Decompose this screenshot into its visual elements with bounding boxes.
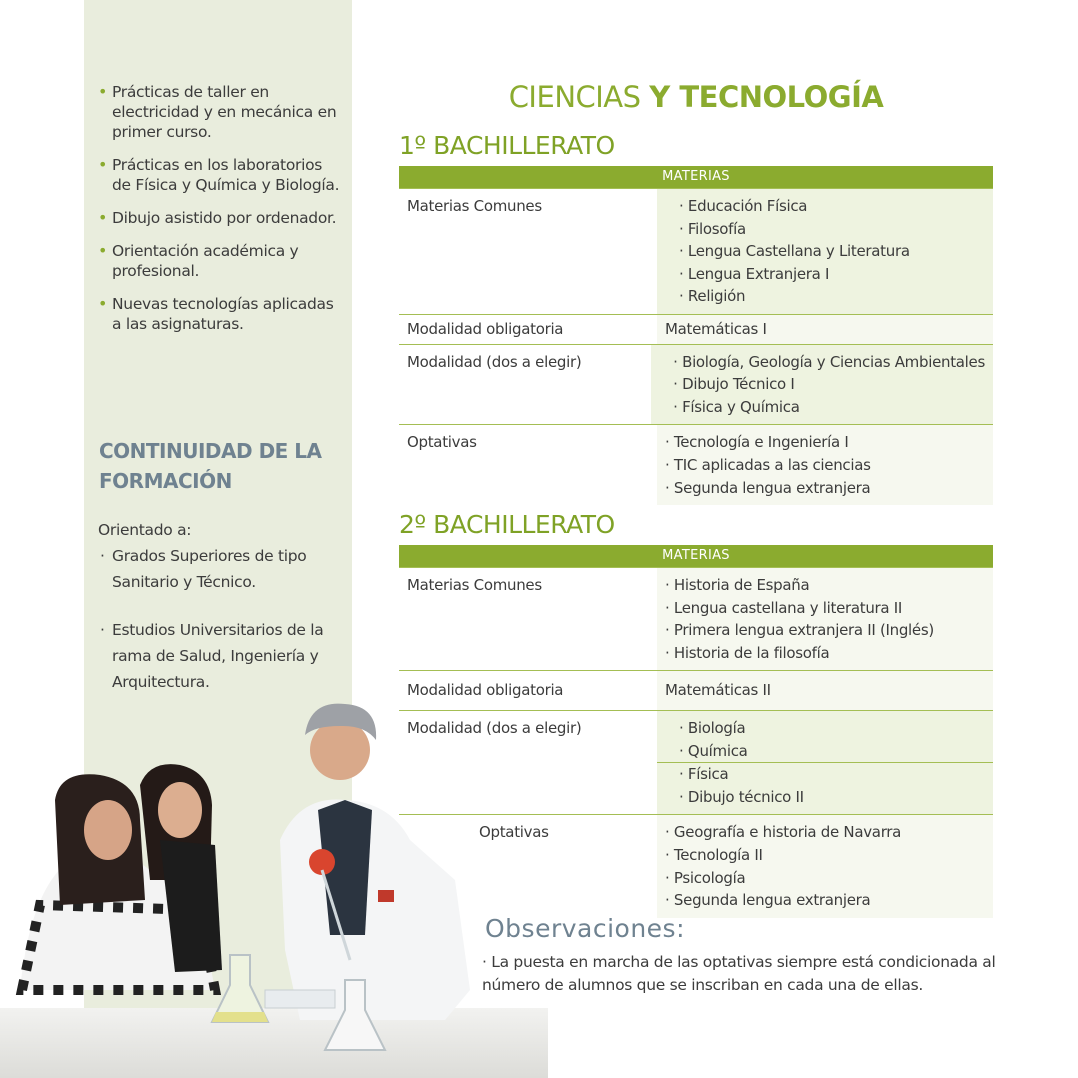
first-year-heading: 1º BACHILLERATO	[399, 131, 615, 160]
bullet-icon: •	[98, 294, 108, 313]
row-label: Modalidad (dos a elegir)	[407, 352, 582, 371]
bullet-icon: •	[98, 208, 108, 227]
title-bold: Y TECNOLOGÍA	[649, 80, 884, 114]
feature-item: • Dibujo asistido por ordenador.	[98, 208, 337, 227]
table-row	[399, 424, 993, 505]
table-row	[399, 344, 993, 425]
row-label: Materias Comunes	[407, 576, 542, 594]
table-header: MATERIAS	[399, 545, 993, 567]
bullet-icon: •	[98, 155, 108, 174]
continuity-title: CONTINUIDAD DE LA FORMACIÓN	[99, 439, 322, 493]
table-row	[399, 314, 993, 344]
feature-item: • Prácticas de taller en electricidad y en mecánica en primer curso.	[98, 82, 337, 141]
bullet-icon: •	[98, 82, 108, 101]
table-row	[399, 188, 993, 314]
row-subjects: · Tecnología e Ingeniería I · TIC aplicadas a las ciencias · Segunda lengua extranjera	[657, 425, 993, 505]
second-year-table	[399, 545, 993, 918]
row-subjects: · Biología · Química · Física · Dibujo técnico II	[657, 711, 993, 814]
row-label: Optativas	[479, 823, 549, 842]
row-label: Optativas	[407, 433, 477, 452]
oriented-label: Orientado a:	[98, 521, 192, 539]
title-light: CIENCIAS	[508, 80, 650, 114]
bullet-icon: •	[98, 241, 108, 260]
table-row	[399, 567, 993, 670]
first-year-table	[399, 166, 993, 505]
row-subjects: · Geografía e historia de Navarra · Tecnología II · Psicología · Segunda lengua extranjera	[657, 815, 993, 917]
oriented-item: · Grados Superiores de tipo Sanitario y Técnico.	[100, 547, 307, 591]
row-subjects: Matemáticas I	[657, 315, 993, 344]
observations-text: · La puesta en marcha de las optativas siempre está condicionada al número de alumnos que se inscriban en cada una de ellas.	[482, 953, 996, 994]
table-row	[399, 670, 993, 710]
row-label: Modalidad (dos a elegir)	[407, 718, 582, 737]
table-row	[399, 814, 993, 917]
row-subjects: · Historia de España · Lengua castellana y literatura II · Primera lengua extranjera II (Inglés) · Historia de la filosofía	[657, 568, 993, 670]
page-title	[400, 80, 992, 114]
table-row	[399, 710, 993, 814]
oriented-block	[98, 520, 343, 695]
row-subjects: · Biología, Geología y Ciencias Ambientales · Dibujo Técnico I · Física y Química	[651, 345, 993, 425]
row-label: Modalidad obligatoria	[407, 681, 564, 700]
row-subjects: · Educación Física · Filosofía · Lengua Castellana y Literatura · Lengua Extranjera I · Religión	[657, 189, 993, 314]
row-label: Modalidad obligatoria	[407, 319, 564, 338]
feature-item: • Prácticas en los laboratorios de Física y Química y Biología.	[98, 155, 340, 194]
table-header: MATERIAS	[399, 166, 993, 188]
feature-item: • Nuevas tecnologías aplicadas a las asignaturas.	[98, 294, 334, 333]
observations-title: Observaciones:	[485, 914, 686, 943]
row-subjects: Matemáticas II	[657, 671, 993, 710]
second-year-heading: 2º BACHILLERATO	[399, 510, 615, 539]
feature-item: • Orientación académica y profesional.	[98, 241, 299, 280]
row-label: Materias Comunes	[407, 197, 542, 215]
oriented-item: · Estudios Universitarios de la rama de Salud, Ingeniería y Arquitectura.	[100, 621, 324, 691]
feature-list	[98, 82, 343, 347]
